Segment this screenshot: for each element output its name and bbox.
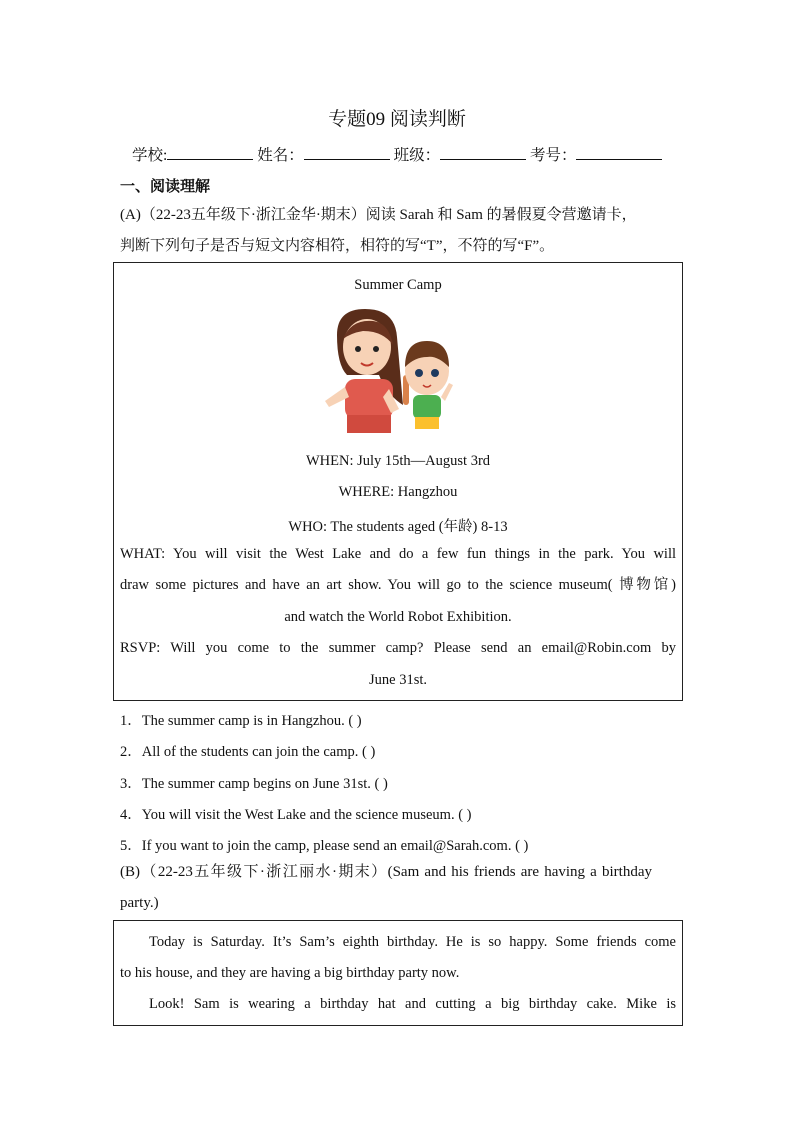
exam-no-label: 考号： <box>529 147 577 164</box>
name-blank[interactable] <box>304 145 390 160</box>
card-where: WHERE: Hangzhou <box>338 484 458 500</box>
passage-p1-line1: Today is Saturday. It’s Sam’s eighth birthday. He is so happy. Some friends come <box>149 934 676 950</box>
page-title: 专题09 阅读判断 <box>328 109 466 130</box>
part-b-intro-line2: party.) <box>120 895 159 911</box>
question-2: 2．All of the students can join the camp. ( ) <box>120 744 376 760</box>
card-when: WHEN: July 15th—August 3rd <box>305 453 491 469</box>
question-3: 3．The summer camp begins on June 31st. ( ) <box>120 776 388 792</box>
card-who: WHO: The students aged (年龄) 8-13 <box>288 519 508 535</box>
school-label: 学校: <box>132 147 168 164</box>
passage-p2-line1: Look! Sam is wearing a birthday hat and cutting a big birthday cake. Mike is <box>149 996 676 1012</box>
question-5: 5．If you want to join the camp, please send an email@Sarah.com. ( ) <box>120 838 529 854</box>
card-title: Summer Camp <box>354 277 442 293</box>
part-a-intro-line1: (A)（22-23五年级下·浙江金华·期末）阅读 Sarah 和 Sam 的暑假夏令营邀请卡， <box>120 207 637 223</box>
card-what-line2: draw some pictures and have an art show. You will go to the science museum( 博物馆) <box>120 577 676 593</box>
class-blank[interactable] <box>440 145 526 160</box>
part-a-intro-line2: 判断下列句子是否与短文内容相符，相符的写“T”，不符的写“F”。 <box>120 238 555 254</box>
question-4: 4．You will visit the West Lake and the science museum. ( ) <box>120 807 472 823</box>
school-blank[interactable] <box>167 145 253 160</box>
header-fields <box>132 143 662 165</box>
boy-figure <box>405 341 453 429</box>
class-label: 班级： <box>393 147 441 164</box>
card-what-line3: and watch the World Robot Exhibition. <box>284 609 512 625</box>
exam-no-blank[interactable] <box>576 145 662 160</box>
children-illustration <box>317 305 457 435</box>
card-rsvp-line2: June 31st. <box>369 672 427 688</box>
invitation-card <box>113 262 683 701</box>
part-b-intro-line1: (B)（22-23五年级下·浙江丽水·期末）(Sam and his friends are having a birthday <box>120 864 652 880</box>
card-what-line1: WHAT: You will visit the West Lake and do a few fun things in the park. You will <box>120 546 676 562</box>
passage-box <box>113 920 683 1026</box>
card-rsvp-line1: RSVP: Will you come to the summer camp? Please send an email@Robin.com by <box>120 640 676 656</box>
name-label: 姓名： <box>257 147 304 164</box>
passage-p1-line2: to his house, and they are having a big birthday party now. <box>120 965 460 981</box>
girl-figure <box>325 309 409 433</box>
question-1: 1．The summer camp is in Hangzhou. ( ) <box>120 713 362 729</box>
section-heading: 一、阅读理解 <box>120 179 211 195</box>
